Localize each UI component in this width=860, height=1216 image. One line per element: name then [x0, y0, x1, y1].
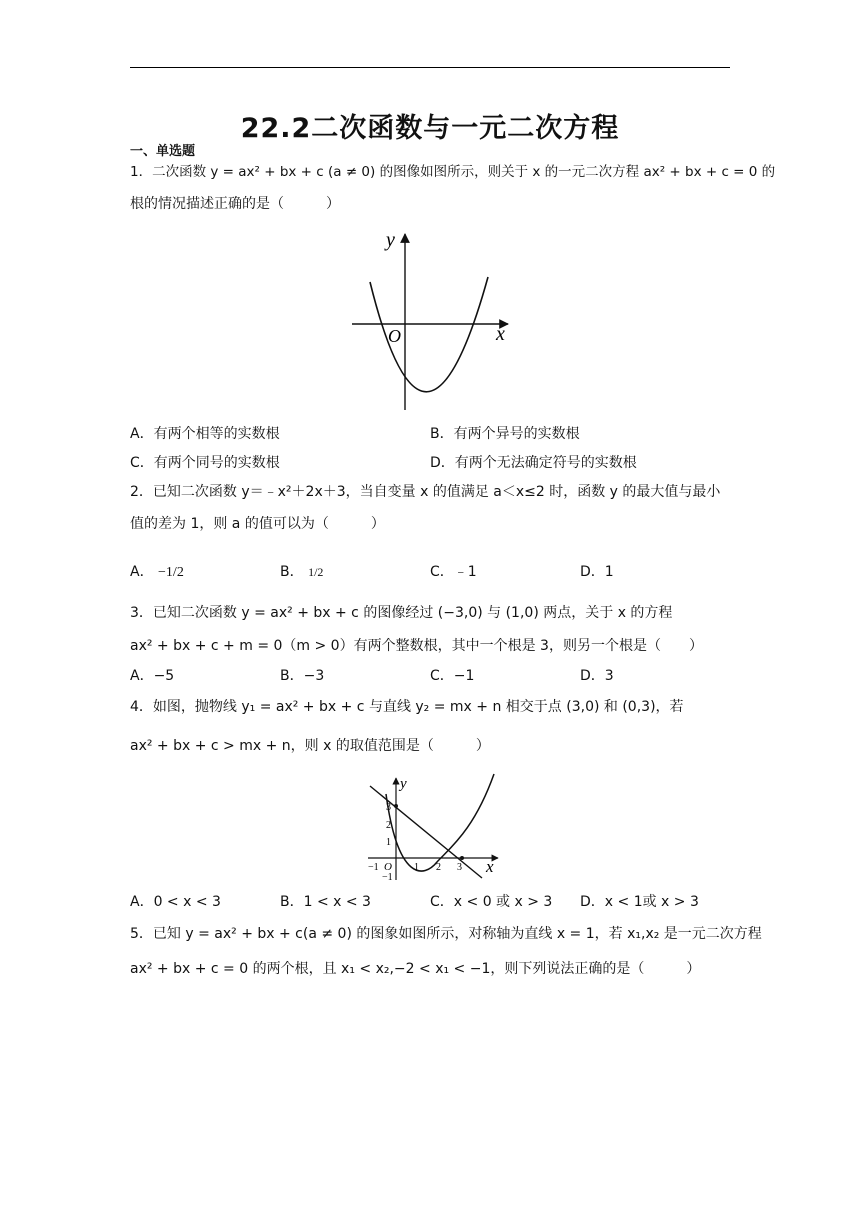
q4-option-b[interactable]: B．1 < x < 3: [280, 894, 371, 910]
q5-stem-line1: 5．已知 y = ax² + bx + c(a ≠ 0) 的图象如图所示，对称轴为直线 x = 1，若 x₁,x₂ 是一元二次方程: [130, 926, 762, 942]
q4-origin-label: O: [384, 861, 392, 873]
q2-stem-line1: 2．已知二次函数 y＝﹣x²＋2x＋3，当自变量 x 的值满足 a＜x≤2 时，函数 y 的最大值与最小: [130, 484, 721, 500]
q3-stem-line1: 3．已知二次函数 y = ax² + bx + c 的图像经过 (−3,0) 与 (1,0) 两点，关于 x 的方程: [130, 605, 673, 621]
q1-y-label: y: [386, 229, 395, 251]
q1-stem-line1: 1．二次函数 y = ax² + bx + c (a ≠ 0) 的图像如图所示，则关于 x 的一元二次方程 ax² + bx + c = 0 的: [130, 164, 776, 180]
header-rule: [130, 67, 730, 68]
q4-x-tick-neg1: −1: [368, 862, 379, 873]
q3-option-b[interactable]: B．−3: [280, 668, 325, 684]
q2-stem-line2: 值的差为 1，则 a 的值可以为（ ）: [130, 516, 385, 532]
q4-point-0-3: [394, 804, 398, 808]
q4-y-tick-neg1: −1: [382, 872, 393, 883]
q4-y-tick-1: 1: [386, 837, 391, 848]
page-title: 22.2二次函数与一元二次方程: [240, 113, 620, 144]
q1-option-d[interactable]: D．有两个无法确定符号的实数根: [430, 455, 637, 471]
q4-x-label: x: [486, 857, 494, 876]
q4-option-d[interactable]: D．x < 1或 x > 3: [580, 894, 699, 910]
q2-option-b-letter: B．: [280, 564, 304, 580]
q1-x-label: x: [496, 323, 505, 345]
q2-option-b-value: 1/2: [308, 565, 324, 579]
section-heading: 一、单选题: [130, 144, 196, 159]
q4-stem-line2: ax² + bx + c > mx + n，则 x 的取值范围是（ ）: [130, 738, 490, 754]
q3-option-c[interactable]: C．−1: [430, 668, 475, 684]
q4-y-tick-2: 2: [386, 820, 391, 831]
q1-graph: [340, 222, 520, 416]
q4-option-c[interactable]: C．x < 0 或 x > 3: [430, 894, 553, 910]
q2-option-c[interactable]: C．﹣1: [430, 564, 477, 580]
q2-option-a-letter: A．: [130, 564, 154, 580]
q4-option-a[interactable]: A．0 < x < 3: [130, 894, 221, 910]
q3-option-d[interactable]: D．3: [580, 668, 614, 684]
q5-stem-line2: ax² + bx + c = 0 的两个根，且 x₁ < x₂,−2 < x₁ < −1，则下列说法正确的是（ ）: [130, 961, 701, 977]
q1-option-a[interactable]: A．有两个相等的实数根: [130, 426, 280, 442]
q4-point-3-0: [460, 856, 464, 860]
q4-graph: [364, 772, 504, 884]
q1-option-b[interactable]: B．有两个异号的实数根: [430, 426, 580, 442]
q2-option-a-value: −1/2: [158, 565, 184, 580]
q3-stem-line2: ax² + bx + c + m = 0（m > 0）有两个整数根，其中一个根是 3，则另一个根是（ ）: [130, 638, 703, 654]
q2-option-b[interactable]: [280, 562, 323, 582]
q3-option-a[interactable]: A．−5: [130, 668, 175, 684]
q1-option-c[interactable]: C．有两个同号的实数根: [130, 455, 280, 471]
q4-x-tick-3: 3: [457, 862, 462, 873]
q4-stem-line1: 4．如图，抛物线 y₁ = ax² + bx + c 与直线 y₂ = mx + n 相交于点 (3,0) 和 (0,3)，若: [130, 699, 684, 715]
q4-y-label: y: [400, 776, 407, 792]
q1-stem-line2: 根的情况描述正确的是（ ）: [130, 196, 340, 212]
q4-y-tick-3: 3: [386, 802, 391, 813]
q2-option-d[interactable]: D．1: [580, 564, 614, 580]
q4-x-tick-1: 1: [414, 862, 419, 873]
q2-option-a[interactable]: [130, 562, 184, 583]
q1-origin-label: O: [388, 326, 401, 346]
q4-x-tick-2: 2: [436, 862, 441, 873]
